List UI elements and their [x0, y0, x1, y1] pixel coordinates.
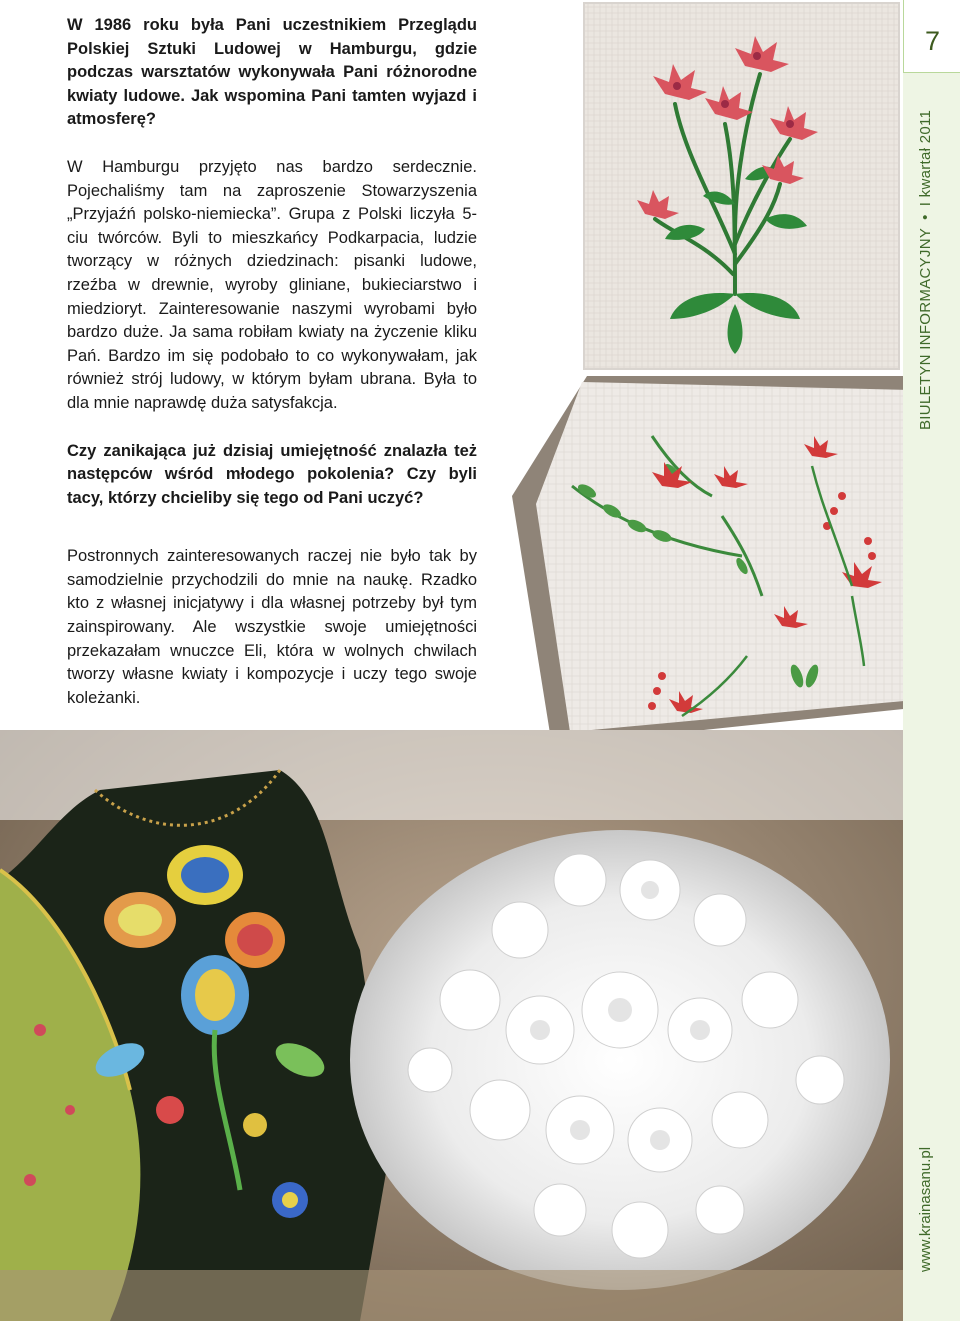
embroidered-carnations-photo: [583, 2, 900, 370]
publication-title: [917, 110, 934, 430]
interview-answer-1: W Hamburgu przyjęto nas bardzo serdecznie. Pojechaliśmy tam na zaproszenie Stowarzyszenia „Przyjaźń polsko-niemiecka”. Grupa z Polski liczyła 5-ciu twórców. Byli to mieszkańcy Podkarpacia, ludzie tworzący w różnych dziedzinach: pisanki ludowe, rzeźba w drewnie, wyroby gliniane, bukieciarstwo i miedzioryt. Zainteresowanie naszymi wyrobami było bardzo duże. Ja sama robiłam kwiaty na życzenie kliku Pań. Bardzo im się podobało to co wykonywałam, jak również strój ludowy, w którym byłam ubrana. Była to dla mnie naprawdę duża satysfakcja.: [67, 157, 477, 412]
interview-question-2: Czy zanikająca już dzisiaj umiejętność znalazła też następców wśród młodego pokolenia? Czy byli tacy, którzy chcieliby się tego od Pani uczyć?: [67, 441, 477, 507]
vest-and-paper-flowers-photo: [0, 730, 903, 1321]
interview-answer-2: Postronnych zainteresowanych raczej nie było tak by samodzielnie przychodzili do mnie na naukę. Rzadko kto z własnej inicjatywy i dla własnej potrzeby był tym zainspirowany. Ale wszystkie swoje umiejętności przekazałam wnuczce Eli, która w wolnych chwilach tworzy własne kwiaty i kompozycje i uczy tego swoje koleżanki.: [67, 547, 477, 707]
page-number-box: [903, 0, 960, 73]
interview-question-1: W 1986 roku była Pani uczestnikiem Przeglądu Polskiej Sztuki Ludowej w Hamburgu, gdzie podczas warsztatów wykonywała Pani różnorodne kwiaty ludowe. Jak wspomina Pani tamten wyjazd i atmosferę?: [67, 16, 477, 129]
website-link[interactable]: www.krainasanu.pl: [917, 1146, 934, 1272]
right-sidebar: [903, 0, 960, 1321]
separator-dot: •: [917, 214, 934, 220]
publication-name: BIULETYN INFORMACYJNY: [917, 227, 934, 430]
issue-label: I kwartał 2011: [917, 109, 934, 207]
embroidered-red-flowers-photo: [512, 376, 932, 756]
page-number: 7: [924, 26, 941, 56]
